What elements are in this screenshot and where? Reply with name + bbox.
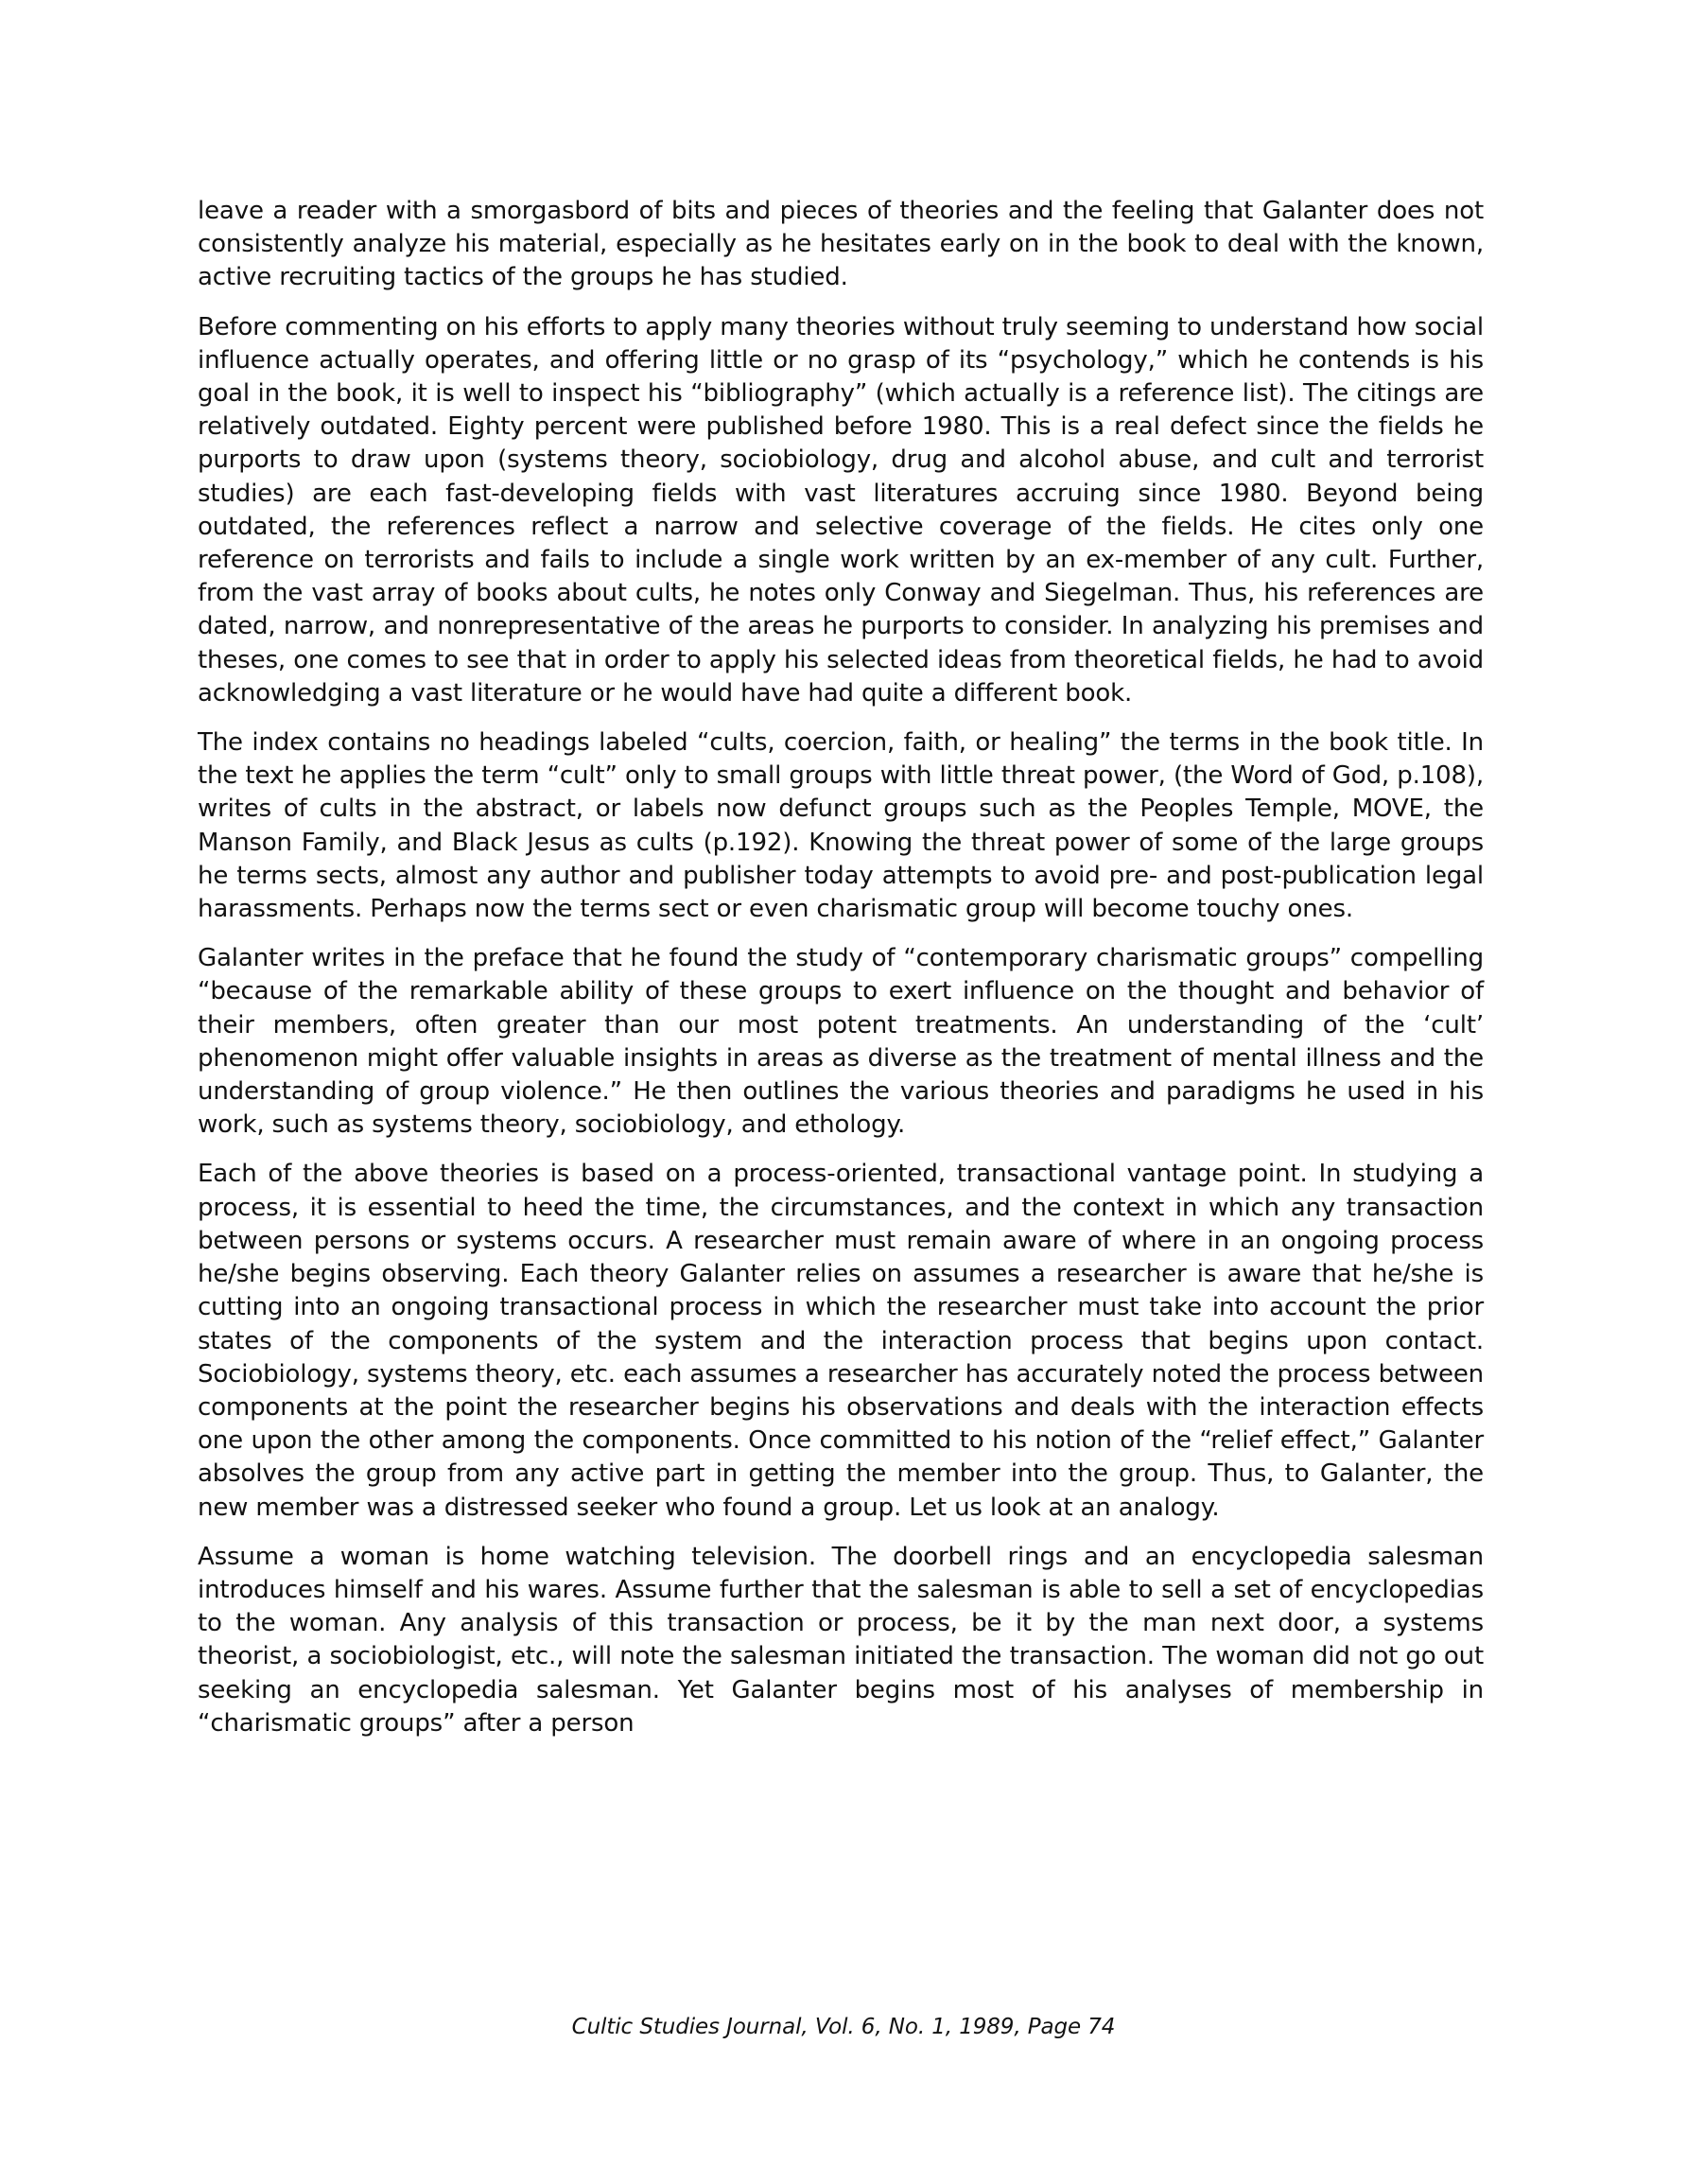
paragraph-4: Galanter writes in the preface that he found the study of “contemporary charismatic groups” compelling “because of the remarkable ability of these groups to exert influence on the thought and behavior of their members, often greater than our most potent treatments. An understanding of the ‘cult’ phenomenon might offer valuable insights in areas as diverse as the treatment of mental illness and the understanding of group violence.” He then outlines the various theories and paradigms he used in his work, such as systems theory, sociobiology, and ethology. — [198, 944, 1484, 1140]
paragraph-6: Assume a woman is home watching television. The doorbell rings and an encyclopedia salesman introduces himself and his wares. Assume further that the salesman is able to sell a set of encyclopedias to the woman. Any analysis of this transaction or process, be it by the man next door, a systems theorist, a sociobiologist, etc., will note the salesman initiated the transaction. The woman did not go out seeking an encyclopedia salesman. Yet Galanter begins most of his analyses of membership in “charismatic groups” after a person — [198, 1542, 1484, 1738]
page-footer: Cultic Studies Journal, Vol. 6, No. 1, 1989, Page 74 — [571, 2015, 1116, 2039]
paragraph-5: Each of the above theories is based on a process-oriented, transactional vantage point. In studying a process, it is essential to heed the time, the circumstances, and the context in which any transaction between persons or systems occurs. A researcher must remain aware of where in an ongoing process he/she begins observing. Each theory Galanter relies on assumes a researcher is aware that he/she is cutting into an ongoing transactional process in which the researcher must take into account the prior states of the components of the system and the interaction process that begins upon contact. Sociobiology, systems theory, etc. each assumes a researcher has accurately noted the process between components at the point the researcher begins his observations and deals with the interaction effects one upon the other among the components. Once committed to his notion of the “relief effect,” Galanter absolves the group from any active part in getting the member into the group. Thus, to Galanter, the new member was a distressed seeker who found a group. Let us look at an analogy. — [198, 1160, 1484, 1522]
body-text — [198, 195, 1484, 1756]
paragraph-1: leave a reader with a smorgasbord of bits and pieces of theories and the feeling that Galanter does not consistently analyze his material, especially as he hesitates early on in the book to deal with the known, active recruiting tactics of the groups he has studied. — [198, 197, 1484, 292]
paragraph-3: The index contains no headings labeled “cults, coercion, faith, or healing” the terms in the book title. In the text he applies the term “cult” only to small groups with little threat power, (the Word of God, p.108), writes of cults in the abstract, or labels now defunct groups such as the Peoples Temple, MOVE, the Manson Family, and Black Jesus as cults (p.192). Knowing the threat power of some of the large groups he terms sects, almost any author and publisher today attempts to avoid pre- and post-publication legal harassments. Perhaps now the terms sect or even charismatic group will become touchy ones. — [198, 728, 1484, 924]
paragraph-2: Before commenting on his efforts to apply many theories without truly seeming to understand how social influence actually operates, and offering little or no grasp of its “psychology,” which he contends is his goal in the book, it is well to inspect his “bibliography” (which actually is a reference list). The citings are relatively outdated. Eighty percent were published before 1980. This is a real defect since the fields he purports to draw upon (systems theory, sociobiology, drug and alcohol abuse, and cult and terrorist studies) are each fast-developing fields with vast literatures accruing since 1980. Beyond being outdated, the references reflect a narrow and selective coverage of the fields. He cites only one reference on terrorists and fails to include a single work written by an ex-member of any cult. Further, from the vast array of books about cults, he notes only Conway and Siegelman. Thus, his references are dated, narrow, and nonrepresentative of the areas he purports to consider. In analyzing his premises and theses, one comes to see that in order to apply his selected ideas from theoretical fields, he had to avoid acknowledging a vast literature or he would have had quite a different book. — [198, 312, 1484, 708]
